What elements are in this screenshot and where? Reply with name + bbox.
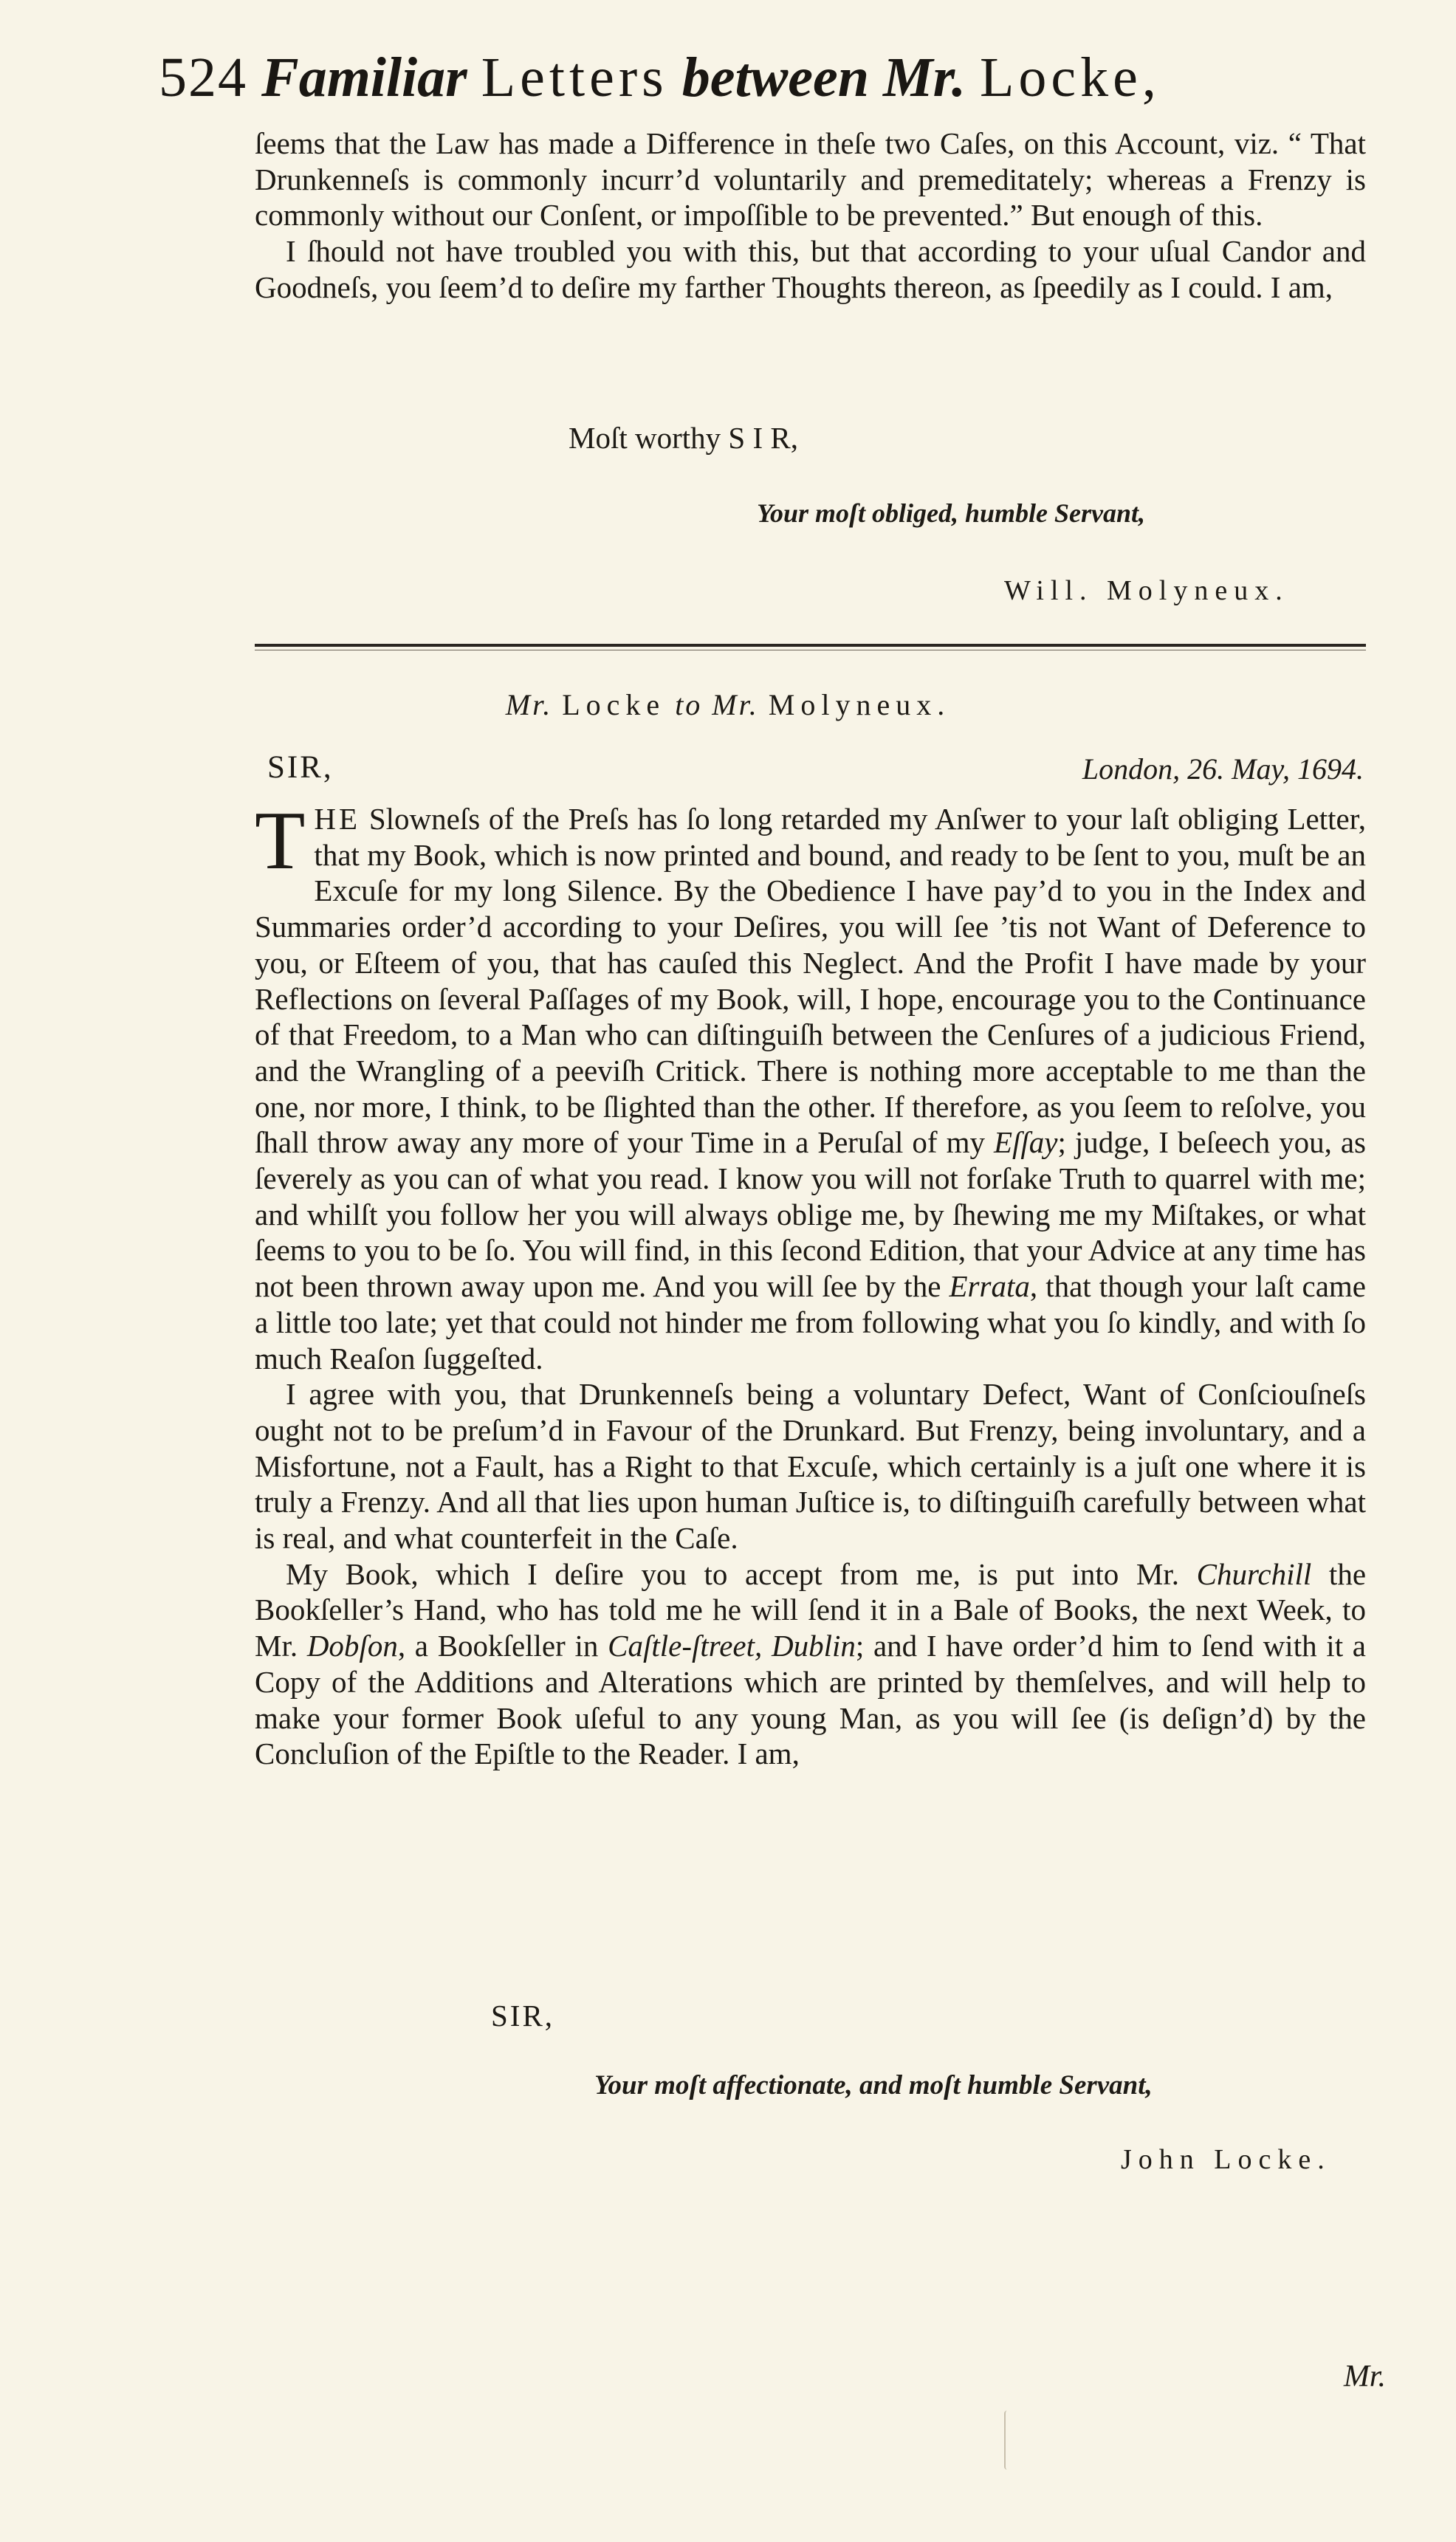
letter-signature: John Locke. [1121,2144,1331,2175]
header-title-letters: Letters [481,47,668,109]
page-mark [1004,2411,1010,2470]
churchill-name: Churchill [1196,1556,1312,1591]
letter-title-to: to Mr. [675,688,759,721]
running-header [159,37,1370,118]
previous-letter-paragraph-1: ſeems that the Law has made a Difference in theſe two Caſes, on this Account, viz. “ That Drunkenneſs is commonly incurr’d voluntarily and premeditately; whereas a Frenzy is commonly without our Conſent, or impoſſible to be prevented.” But enough of this. [255,126,1366,233]
dateline-year: 1694. [1297,752,1364,786]
letter-dateline [1082,752,1364,786]
letter-title [0,683,1456,727]
letter-title-recipient: Molyneux. [768,688,951,721]
header-title-between: between Mr. [681,47,966,109]
letter-title-from: Locke [562,688,666,721]
errata-reference: Errata [949,1269,1030,1304]
paragraph-1-text: Slowneſs of the Preſs has ſo long retarded my Anſwer to your laſt obliging Letter, that my Book, which is now printed and bound, and ready to be ſent to you, muſt be an Excuſe for my long Silence. By the Obedience I have pay’d to you in the Index and Summaries order’d according to your Deſires, you will ſee ’tis not Want of Deference to you, or Eſteem of you, that has cauſed this Neglect. And the Profit I have made by your Reflections on ſeveral Paſſages of my Book, will, I hope, encourage you to the Continuance of that Freedom, to a Man who can diſtinguiſh between the Cenſures of a judicious Friend, and the Wrangling of a peeviſh Critick. There is nothing more acceptable to me than the one, nor more, I think, to be ſlighted than the other. If therefore, as you ſeem to reſolve, you ſhall throw away any more of your Time in a Peruſal of my [255,802,1366,1160]
drop-cap: T [255,795,306,887]
letter-closing-salutation: SIR, [491,1999,555,2033]
letter-title-mr: Mr. [505,688,553,721]
section-divider [255,644,1366,647]
paragraph-3-text-c: , a Bookſeller in [397,1629,599,1663]
page-number: 524 [159,47,247,109]
dateline-place: London, [1082,752,1181,786]
dateline-date: 26. May, [1187,752,1290,786]
previous-letter-text [255,126,1366,306]
paragraph-1-text-3: , that though your laſt came a little too late; yet that could not hinder me from following what you ſo kindly, and with ſo much Reaſon ſuggeſted. [255,1269,1366,1375]
header-title-locke: Locke, [979,47,1161,109]
paragraph-1-text-2: ; judge, I beſeech you, as ſeverely as you can of what you read. I know you will not forſake Truth to quarrel with me; and whilſt you follow her you will always oblige me, by ſhewing me my Miſtakes, or what ſeems to you to be ſo. You will find, in this ſecond Edition, that your Advice at any time has not been thrown away upon me. And you will ſee by the [255,1125,1367,1304]
paragraph-3-text-b: the Bookſeller’s Hand, who has told me he will ſend it in a Bale of Books, the next Week, to Mr. [255,1556,1367,1663]
catchword: Mr. [1343,2360,1386,2394]
letter-paragraph-1 [255,795,1367,1376]
previous-letter-salutation: Moſt worthy S I R, [569,421,798,455]
letter-paragraph-3 [255,1556,1366,1772]
previous-letter-paragraph-2: I ſhould not have troubled you with this, but that according to your uſual Candor and Goodneſs, you ſeem’d to deſire my farther Thoughts thereon, as ſpeedily as I could. I am, [255,234,1366,304]
letter-body [255,795,1367,1772]
dobson-name: Dobſon [306,1629,398,1663]
essay-reference: Eſſay [993,1125,1058,1160]
paragraph-3-text-a: My Book, which I deſire you to accept from me, is put into Mr. [286,1556,1180,1591]
letter-closing: Your moſt affectionate, and moſt humble Servant, [594,2070,1153,2100]
paragraph-lead: HE [314,802,361,836]
castle-street-name: Caſtle-ſtreet, Dublin [608,1629,856,1663]
letter-salutation: SIR, [267,750,334,785]
paragraph-3-text-d: ; and I have order’d him to ſend with it a Copy of the Additions and Alterations which are printed by themſelves, and will help to make your former Book uſeful to any young Man, as you will ſee (is deſign’d) by the Concluſion of the Epiſtle to the Reader. I am, [255,1629,1366,1771]
previous-letter-closing: Your moſt obliged, humble Servant, [757,498,1146,528]
letter-paragraph-2: I agree with you, that Drunkenneſs being a voluntary Defect, Want of Conſciouſneſs ought not to be preſum’d in Favour of the Drunkard. But Frenzy, being involuntary, and a Misfortune, not a Fault, has a Right to that Excuſe, which certainly is a juſt one where it is truly a Frenzy. And all that lies upon human Juſtice is, to diſtinguiſh carefully between what is real, and what counterfeit in the Caſe. [255,1377,1366,1556]
previous-letter-signature: Will. Molyneux. [1004,575,1289,606]
header-title-familiar: Familiar [261,47,467,109]
